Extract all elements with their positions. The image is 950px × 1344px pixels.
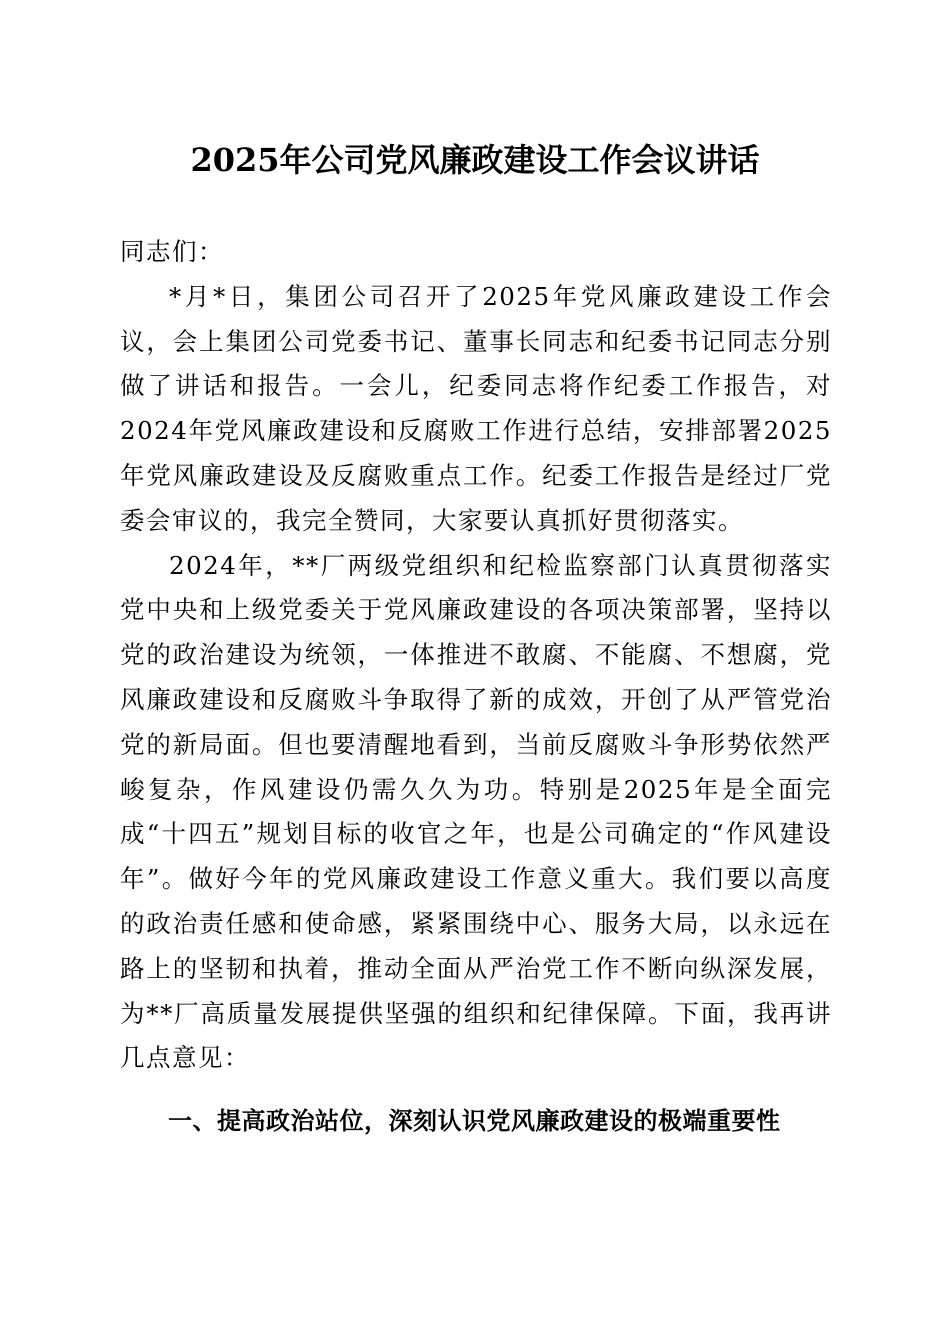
paragraph-2024-review: 2024年，**厂两级党组织和纪检监察部门认真贯彻落实党中央和上级党委关于党风廉政建设的各项决策部署，坚持以党的政治建设为统领，一体推进不敢腐、不能腐、不想腐，党风廉政建设和反腐败斗争取得了新的成效，开创了从严管党治党的新局面。但也要清醒地看到，当前反腐败斗争形势依然严峻复杂，作风建设仍需久久为功。特别是2025年是全面完成“十四五”规划目标的收官之年，也是公司确定的“作风建设年”。做好今年的党风廉政建设工作意义重大。我们要以高度的政治责任感和使命感，紧紧围绕中心、服务大局，以永远在路上的坚韧和执着，推动全面从严治党工作不断向纵深发展，为**厂高质量发展提供坚强的组织和纪律保障。下面，我再讲几点意见： xyxy=(120,550,832,1073)
salutation: 同志们： xyxy=(120,237,224,266)
document-title: 2025年公司党风廉政建设工作会议讲话 xyxy=(190,141,760,179)
section-heading-one: 一、提高政治站位，深刻认识党风廉政建设的极端重要性 xyxy=(168,1107,781,1136)
paragraph-meeting-summary: *月*日，集团公司召开了2025年党风廉政建设工作会议，会上集团公司党委书记、董事长同志和纪委书记同志分别做了讲话和报告。一会儿，纪委同志将作纪委工作报告，对2024年党风廉政建设和反腐败工作进行总结，安排部署2025年党风廉政建设及反腐败重点工作。纪委工作报告是经过厂党委会审议的，我完全赞同，大家要认真抓好贯彻落实。 xyxy=(120,281,832,535)
document-body xyxy=(120,230,832,1144)
